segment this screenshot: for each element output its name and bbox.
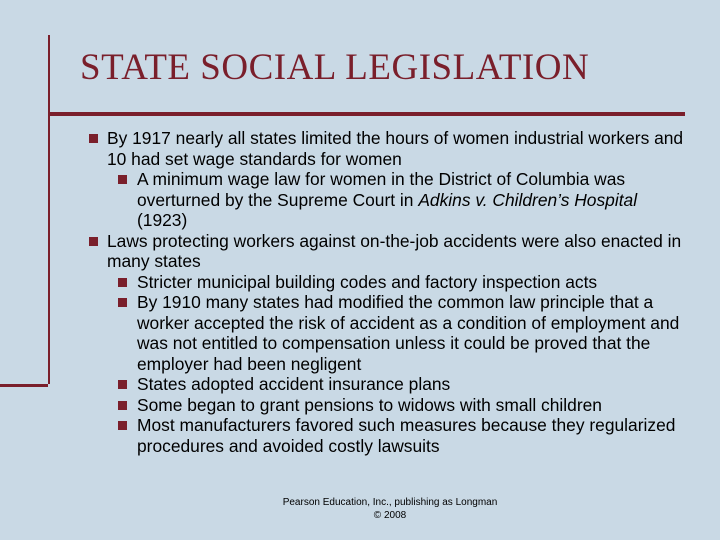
title-underline-rule: [48, 112, 685, 116]
square-bullet-icon: [118, 380, 127, 389]
slide-body: [89, 128, 689, 456]
left-accent-rule: [0, 35, 50, 384]
sub-bullet-item: [89, 395, 689, 416]
footer-credit: [200, 496, 580, 522]
square-bullet-icon: [89, 134, 98, 143]
bullet-item: [89, 128, 689, 169]
bullet-text: States adopted accident insurance plans: [137, 374, 451, 394]
slide-title: STATE SOCIAL LEGISLATION: [80, 47, 590, 88]
square-bullet-icon: [118, 298, 127, 307]
bullet-item: [89, 231, 689, 272]
case-name: Adkins v. Children’s Hospital: [418, 189, 638, 210]
square-bullet-icon: [118, 278, 127, 287]
bullet-text: By 1910 many states had modified the common law principle that a worker accepted the risk of accident as a condition of employment and was not entitled to compensation unless it could be proved that the employer had been negligent: [137, 292, 680, 374]
bullet-text: Most manufacturers favored such measures because they regularized procedures and avoided costly lawsuits: [137, 415, 676, 456]
bullet-text: Stricter municipal building codes and factory inspection acts: [137, 271, 598, 292]
square-bullet-icon: [118, 175, 127, 184]
sub-bullet-item: [89, 169, 689, 231]
case-year: (1923): [137, 210, 188, 230]
bullet-text: Some began to grant pensions to widows with small children: [137, 394, 602, 415]
square-bullet-icon: [118, 421, 127, 430]
bullet-text: By 1917 nearly all states limited the hours of women industrial workers and 10 had set wage standards for women: [107, 128, 684, 169]
square-bullet-icon: [89, 237, 98, 246]
bullet-text: A minimum wage law for women in the District of Columbia was overturned by the Supreme Court in: [137, 169, 626, 210]
sub-bullet-item: [89, 292, 689, 374]
sub-bullet-item: [89, 415, 689, 456]
square-bullet-icon: [118, 401, 127, 410]
sub-bullet-item: [89, 272, 689, 293]
bullet-text: Laws protecting workers against on-the-job accidents were also enacted in many states: [107, 230, 682, 271]
publisher-line: Pearson Education, Inc., publishing as Longman: [282, 497, 498, 508]
sub-bullet-item: [89, 374, 689, 395]
copyright-line: © 2008: [373, 510, 407, 521]
